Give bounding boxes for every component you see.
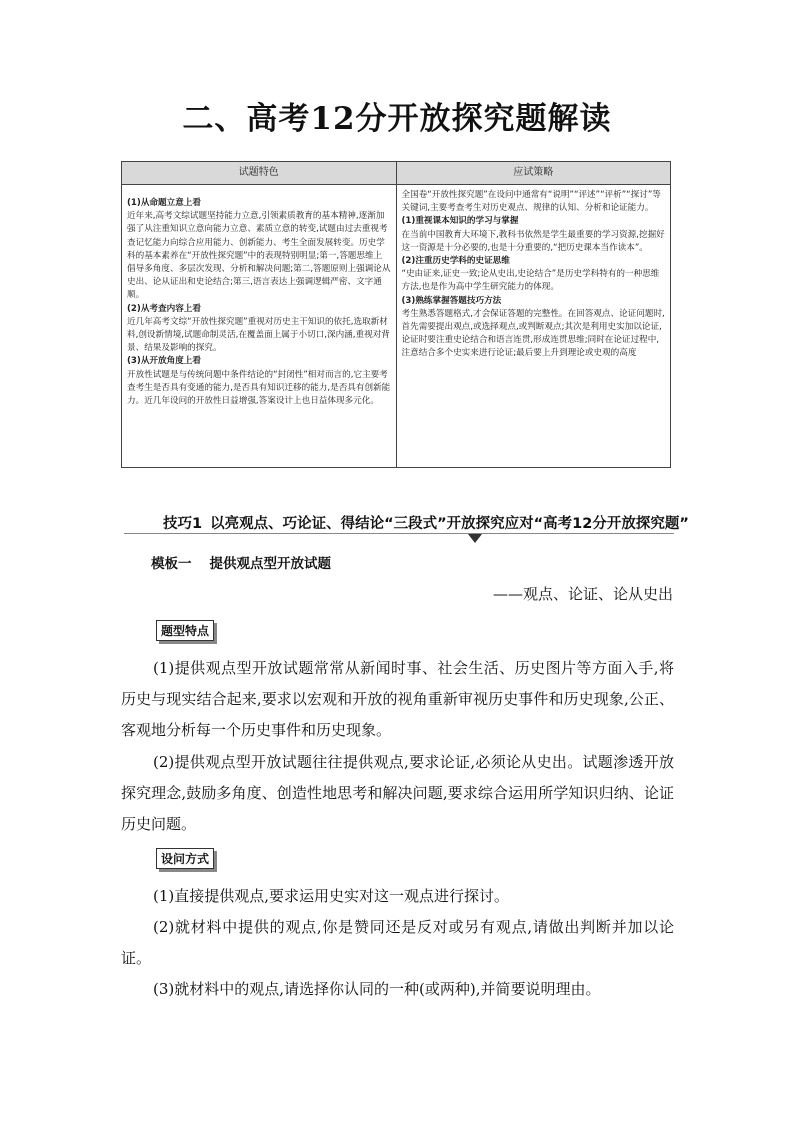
- question-item-1: (1)直接提供观点,要求运用史实对这一观点进行探讨。: [153, 887, 510, 905]
- questions-tag: 设问方式: [156, 848, 214, 869]
- features-sub-2: (2)从考查内容上看: [127, 303, 201, 314]
- strategies-cell: [397, 185, 671, 468]
- tip-heading: [163, 512, 689, 533]
- tip-text: 以亮观点、巧论证、得结论“三段式”开放探究应对“高考12分开放探究题”: [210, 516, 689, 532]
- features-sub-1: (1)从命题立意上看: [127, 198, 201, 208]
- question-item-3: (3)就材料中的观点,请选择你认同的一种(或两种),并简要说明理由。: [153, 980, 601, 998]
- features-text-1: 近年来,高考文综试题坚持能力立意,引领素质教育的基本精神,逐渐加强了从注重知识立意向能力立意、素质立意的转变,试题由过去重视考查记忆能力向综合应用能力、创新能力、考生全面发展转变。历史学科的基本素养在“开放性探究题”中的表现特别明显;第一,答题思维上倡导多角度、多层次发现、分析和解决问题;第二,答题原则上强调论从史出、论从证出和史论结合;第三,语言表达上强调逻辑严密、文字通顺。: [127, 211, 391, 301]
- strategies-text-3: 考生熟悉答题格式,才会保证答题的完整性。在回答观点、论证问题时,首先需要提出观点,或选择观点,或判断观点;其次是利用史实加以论证,论证时要注重史论结合和语言连贯,形成连贯思维;同时在论证过程中,注意结合多个史实来进行论证;最后要上升到理论或史观的高度: [401, 308, 665, 359]
- features-sub-3: (3)从开放角度上看: [127, 356, 201, 367]
- strategies-sub-3: (3)熟练掌握答题技巧方法: [401, 295, 502, 306]
- down-arrow-icon: [468, 534, 482, 543]
- table-header-strategies: 应试策略: [513, 167, 554, 178]
- table-header-row: [122, 162, 670, 185]
- module-title: [151, 552, 331, 572]
- comparison-table: [121, 161, 671, 468]
- tip-label: 技巧1: [163, 516, 203, 532]
- strategies-text-1: 在当前中国教育大环境下,教科书依然是学生最重要的学习资源,挖掘好这一资源是十分必要的,也是十分重要的,“把历史课本当作读本”。: [401, 229, 665, 253]
- tip-divider: [124, 533, 674, 534]
- module-name: 提供观点型开放试题: [209, 556, 331, 572]
- features-text-3: 开放性试题是与传统问题中条件结论的“封闭性”相对而言的,它主要考查考生是否具有变通的能力,是否具有知识迁移的能力,是否具有创新能力。近几年设问的开放性日益增强,答案设计上也日益体现多元化。: [127, 369, 391, 407]
- features-cell: [122, 185, 397, 468]
- paragraph-2: (2)提供观点型开放试题往往提供观点,要求论证,必须论从史出。试题渗透开放探究理念,鼓励多角度、创造性地思考和解决问题,要求综合运用所学知识归纳、论证历史问题。: [121, 753, 674, 833]
- table-header-features: 试题特色: [122, 162, 397, 184]
- features-text-2: 近几年高考文综“开放性探究题”重视对历史主干知识的依托,选取新材料,创设新情境,试题命制灵活,在覆盖面上属于小切口,深内涵,重视对背景、结果及影响的探究。: [127, 316, 390, 354]
- strategies-sub-2: (2)注重历史学科的史证思维: [401, 256, 510, 267]
- module-label: 模板一: [151, 556, 192, 572]
- strategies-sub-1: (1)重视课本知识的学习与掌握: [401, 216, 519, 227]
- features-tag: 题型特点: [156, 620, 214, 641]
- page-title: 二、高考12分开放探究题解读: [182, 101, 612, 137]
- table-body-row: [122, 185, 670, 468]
- module-subtitle: ——观点、论证、论从史出: [492, 585, 673, 603]
- strategies-text-2: “史由证来,证史一致;论从史出,史论结合”是历史学科特有的一种思维方法,也是作为高中学生研究能力的体现。: [401, 269, 660, 293]
- paragraph-1: (1)提供观点型开放试题常常从新闻时事、社会生活、历史图片等方面入手,将历史与现实结合起来,要求以宏观和开放的视角重新审视历史事件和历史现象,公正、客观地分析每一个历史事件和历史现象。: [121, 659, 674, 739]
- question-item-2: (2)就材料中提供的观点,你是赞同还是反对或另有观点,请做出判断并加以论证。: [121, 918, 674, 967]
- strategies-intro: 全国卷“开放性探究题”在设问中通常有“说明”“评述”“评析”“探讨”等关键词,主要考查考生对历史观点、规律的认知、分析和论证能力。: [401, 190, 661, 214]
